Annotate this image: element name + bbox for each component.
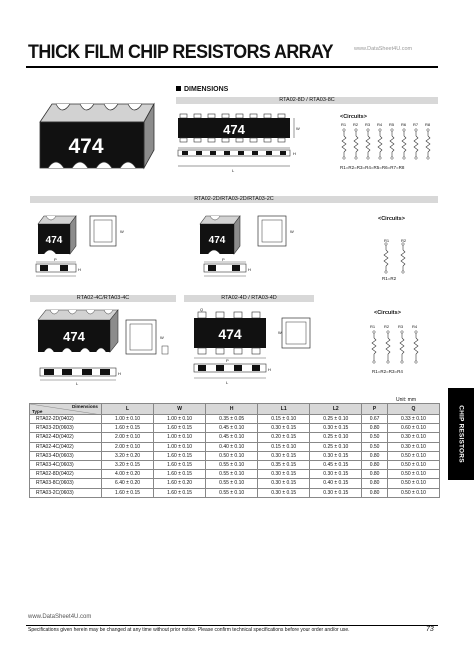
value-cell: 0.80 [362, 451, 388, 460]
corner-dimensions-label: Dimensions [71, 404, 98, 409]
column-header: L [102, 404, 154, 415]
table-row [30, 442, 440, 451]
unit-label: Unit: mm [396, 397, 416, 403]
table-row [30, 451, 440, 460]
value-cell: 0.50 ± 0.10 [387, 479, 439, 488]
dim-w: W [290, 229, 294, 234]
value-cell: 0.30 ± 0.15 [310, 488, 362, 497]
side-tab-label: CHIP RESISTORS [457, 405, 465, 463]
circuit-equation-8: R1=R2=R3=R4=R5=R6=R7=R8 [340, 165, 405, 170]
value-cell: 0.25 ± 0.10 [310, 433, 362, 442]
chip-marking-4d: 474 [218, 326, 242, 342]
page-number: 73 [426, 626, 434, 633]
type-cell: RTA03-4C(0603) [30, 460, 102, 469]
dim-l: L [232, 168, 235, 173]
section-bar-4d: RTA02-4D / RTA03-4D [184, 295, 314, 302]
value-cell: 0.30 ± 0.10 [387, 433, 439, 442]
type-cell: RTA02-4C(0402) [30, 442, 102, 451]
circuit-label: R2 [401, 238, 407, 243]
value-cell: 0.80 [362, 424, 388, 433]
circuit-label: R6 [401, 122, 407, 127]
value-cell: 0.80 [362, 488, 388, 497]
circuit-title-2: <Circuits> [378, 216, 405, 222]
chip-marking: 474 [68, 135, 104, 158]
value-cell: 0.40 ± 0.15 [310, 479, 362, 488]
value-cell: 0.33 ± 0.10 [387, 415, 439, 424]
corner-type-label: Type [32, 409, 43, 414]
table-row [30, 479, 440, 488]
value-cell: 2.00 ± 0.10 [102, 442, 154, 451]
value-cell: 0.50 ± 0.10 [387, 470, 439, 479]
column-header: L1 [258, 404, 310, 415]
section-bar-8d: RTA02-8D / RTA03-8C [176, 97, 438, 104]
circuit-label: R1 [384, 238, 390, 243]
footer-notice: Specifications given herein may be changed at any time without prior notice. Please confirm technical specifications before your order and/or use. [28, 627, 350, 633]
value-cell: 3.20 ± 0.20 [102, 451, 154, 460]
dim-q: Q [200, 307, 204, 312]
column-header: H [206, 404, 258, 415]
value-cell: 0.67 [362, 415, 388, 424]
value-cell: 0.50 ± 0.10 [387, 488, 439, 497]
watermark-bottom: www.DataSheet4U.com [28, 614, 92, 620]
value-cell: 0.50 ± 0.10 [387, 460, 439, 469]
column-header: W [154, 404, 206, 415]
value-cell: 0.80 [362, 470, 388, 479]
value-cell: 0.30 ± 0.15 [310, 451, 362, 460]
value-cell: 0.50 ± 0.10 [387, 451, 439, 460]
type-cell: RTA03-4D(0603) [30, 451, 102, 460]
dim-h: H [118, 371, 121, 376]
diagram-8d-top [174, 110, 304, 174]
dim-h: H [78, 267, 81, 272]
table-row [30, 470, 440, 479]
value-cell: 0.35 ± 0.15 [258, 460, 310, 469]
value-cell: 0.55 ± 0.10 [206, 460, 258, 469]
type-cell: RTA02-4D(0402) [30, 433, 102, 442]
value-cell: 1.60 ± 0.20 [154, 479, 206, 488]
circuit-title-4: <Circuits> [374, 310, 401, 316]
chip-photo-8 [34, 100, 158, 174]
dimensions-heading [176, 86, 228, 93]
circuit-label: R7 [413, 122, 419, 127]
dim-w: W [278, 330, 282, 335]
circuit-label: R5 [389, 122, 395, 127]
value-cell: 0.55 ± 0.10 [206, 479, 258, 488]
header-rule [26, 66, 438, 68]
circuit-2 [376, 212, 436, 282]
circuit-label: R3 [365, 122, 371, 127]
value-cell: 1.00 ± 0.10 [154, 442, 206, 451]
value-cell: 0.30 ± 0.15 [258, 424, 310, 433]
value-cell: 0.50 [362, 442, 388, 451]
value-cell: 1.60 ± 0.15 [154, 488, 206, 497]
value-cell: 1.00 ± 0.10 [154, 433, 206, 442]
value-cell: 0.50 ± 0.10 [206, 451, 258, 460]
value-cell: 0.80 [362, 460, 388, 469]
circuit-title-8: <Circuits> [340, 114, 367, 120]
value-cell: 0.15 ± 0.10 [258, 415, 310, 424]
dim-l: L [226, 380, 229, 385]
diagram-4c-views [30, 306, 180, 386]
value-cell: 0.30 ± 0.15 [310, 424, 362, 433]
value-cell: 0.80 [362, 479, 388, 488]
circuit-label: R4 [377, 122, 383, 127]
diagram-2d-views [30, 214, 130, 278]
value-cell: 0.45 ± 0.15 [310, 460, 362, 469]
table-corner-cell [30, 404, 102, 415]
value-cell: 0.55 ± 0.10 [206, 470, 258, 479]
dim-p: P [54, 257, 57, 262]
chip-marking-2a: 474 [45, 235, 63, 246]
circuit-label: R8 [425, 122, 431, 127]
section-bar-4c: RTA02-4C/RTA03-4C [30, 295, 176, 302]
type-cell: RTA02-8D(0402) [30, 470, 102, 479]
value-cell: 1.60 ± 0.15 [154, 424, 206, 433]
value-cell: 0.30 ± 0.15 [258, 451, 310, 460]
value-cell: 3.20 ± 0.15 [102, 460, 154, 469]
value-cell: 1.60 ± 0.15 [154, 460, 206, 469]
dimensions-table [29, 403, 440, 498]
diagram-4d [186, 304, 316, 388]
dim-w: W [160, 335, 164, 340]
value-cell: 4.00 ± 0.20 [102, 470, 154, 479]
type-cell: RTA02-2D(0402) [30, 415, 102, 424]
section-bar-2d: RTA02-2D/RTA03-2D/RTA03-2C [30, 196, 438, 203]
type-cell: RTA03-8C(0603) [30, 479, 102, 488]
circuit-label: R1 [341, 122, 347, 127]
watermark-top: www.DataSheet4U.com [354, 46, 413, 52]
square-bullet-icon [176, 86, 181, 91]
type-cell: RTA03-2D(0603) [30, 424, 102, 433]
chip-marking-8d: 474 [223, 122, 245, 137]
value-cell: 0.60 ± 0.10 [387, 424, 439, 433]
dim-p: P [222, 257, 225, 262]
value-cell: 0.40 ± 0.10 [206, 442, 258, 451]
circuit-equation-2: R1=R2 [382, 276, 397, 281]
circuit-label: R3 [398, 324, 404, 329]
side-tab-chip-resistors [448, 388, 474, 480]
value-cell: 0.30 ± 0.15 [258, 470, 310, 479]
table-row [30, 424, 440, 433]
value-cell: 1.60 ± 0.15 [102, 488, 154, 497]
dim-w: W [120, 229, 124, 234]
chip-marking-4c: 474 [63, 329, 85, 344]
page-title: THICK FILM CHIP RESISTORS ARRAY [28, 42, 334, 63]
value-cell: 0.20 ± 0.15 [258, 433, 310, 442]
circuit-label: R2 [384, 324, 390, 329]
value-cell: 1.00 ± 0.10 [154, 415, 206, 424]
dim-h: H [248, 267, 251, 272]
chip-marking-2b: 474 [208, 235, 226, 246]
circuit-label: R4 [412, 324, 418, 329]
value-cell: 1.60 ± 0.15 [154, 470, 206, 479]
footer-rule [26, 625, 438, 626]
circuit-label: R2 [353, 122, 359, 127]
value-cell: 0.15 ± 0.10 [258, 442, 310, 451]
value-cell: 0.30 ± 0.15 [258, 479, 310, 488]
circuit-4 [368, 306, 438, 378]
value-cell: 0.50 [362, 433, 388, 442]
table-row [30, 415, 440, 424]
circuit-equation-4: R1=R2=R3=R4 [372, 369, 403, 374]
type-cell: RTA03-2C(0603) [30, 488, 102, 497]
value-cell: 6.40 ± 0.20 [102, 479, 154, 488]
column-header: Q [387, 404, 439, 415]
value-cell: 1.00 ± 0.10 [102, 415, 154, 424]
table-header-row [30, 404, 440, 415]
value-cell: 2.00 ± 0.10 [102, 433, 154, 442]
dim-w: W [296, 126, 300, 131]
table-row [30, 460, 440, 469]
circuit-label: R1 [370, 324, 376, 329]
value-cell: 0.30 ± 0.15 [258, 488, 310, 497]
value-cell: 0.30 ± 0.10 [387, 442, 439, 451]
circuit-8 [336, 110, 440, 176]
table-row [30, 433, 440, 442]
value-cell: 1.60 ± 0.15 [102, 424, 154, 433]
value-cell: 0.25 ± 0.10 [310, 415, 362, 424]
dim-h: H [268, 367, 271, 372]
value-cell: 0.35 ± 0.05 [206, 415, 258, 424]
column-header: P [362, 404, 388, 415]
table-row [30, 488, 440, 497]
value-cell: 0.55 ± 0.10 [206, 488, 258, 497]
column-header: L2 [310, 404, 362, 415]
diagram-2c-views [196, 214, 300, 278]
dim-p: P [226, 358, 229, 363]
value-cell: 0.45 ± 0.10 [206, 424, 258, 433]
value-cell: 0.25 ± 0.10 [310, 442, 362, 451]
dimensions-heading-text: DIMENSIONS [184, 86, 229, 93]
value-cell: 0.30 ± 0.15 [310, 470, 362, 479]
value-cell: 0.45 ± 0.10 [206, 433, 258, 442]
value-cell: 1.60 ± 0.15 [154, 451, 206, 460]
dim-h: H [293, 151, 296, 156]
dim-l: L [76, 381, 79, 386]
